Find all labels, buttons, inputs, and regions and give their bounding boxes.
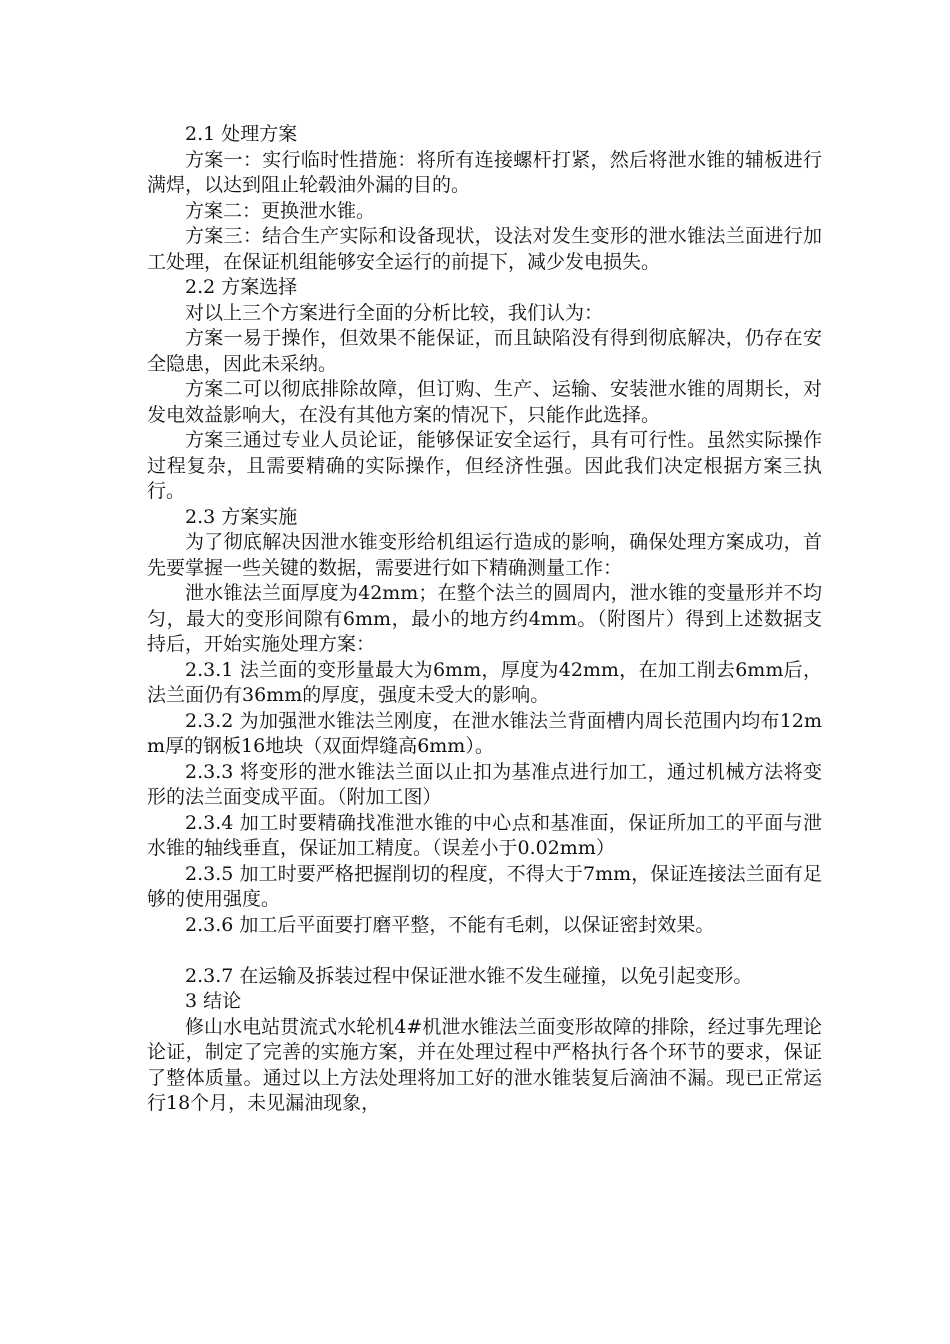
paragraph-step-2-3-4: 2.3.4 加工时要精确找准泄水锥的中心点和基准面，保证所加工的平面与泄水锥的轴线垂直，保证加工精度。（误差小于0.02mm）: [147, 811, 822, 859]
paragraph-plan-2: 方案二：更换泄水锥。: [185, 199, 376, 222]
paragraph-plan-3-evaluation: 方案三通过专业人员论证，能够保证安全运行，具有可行性。虽然实际操作过程复杂，且需要精确的实际操作，但经济性强。因此我们决定根据方案三执行。: [147, 429, 822, 502]
paragraph-implementation-intro: 为了彻底解决因泄水锥变形给机组运行造成的影响，确保处理方案成功，首先要掌握一些关键的数据，需要进行如下精确测量工作：: [147, 531, 822, 579]
paragraph-comparison-intro: 对以上三个方案进行全面的分析比较，我们认为：: [185, 301, 604, 324]
paragraph-measurement-data: 泄水锥法兰面厚度为42mm；在整个法兰的圆周内，泄水锥的变量形并不均匀，最大的变形间隙有6mm，最小的地方约4mm。（附图片）得到上述数据支持后，开始实施处理方案：: [147, 582, 822, 655]
paragraph-plan-2-evaluation: 方案二可以彻底排除故障，但订购、生产、运输、安装泄水锥的周期长，对发电效益影响大，在没有其他方案的情况下，只能作此选择。: [147, 378, 822, 426]
paragraph-step-2-3-1: 2.3.1 法兰面的变形量最大为6mm，厚度为42mm，在加工削去6mm后，法兰面仍有36mm的厚度，强度未受大的影响。: [147, 658, 822, 706]
section-heading-2-2: 2.2 方案选择: [185, 276, 298, 298]
paragraph-step-2-3-5: 2.3.5 加工时要严格把握削切的程度，不得大于7mm，保证连接法兰面有足够的使用强度。: [147, 862, 822, 910]
paragraph-plan-1: 方案一：实行临时性措施：将所有连接螺杆打紧，然后将泄水锥的辅板进行满焊，以达到阻止轮毂油外漏的目的。: [147, 148, 822, 196]
paragraph-step-2-3-3: 2.3.3 将变形的泄水锥法兰面以止扣为基准点进行加工，通过机械方法将变形的法兰面变成平面。（附加工图）: [147, 760, 822, 808]
section-heading-2-1: 2.1 处理方案: [185, 123, 298, 145]
blank-line: [147, 938, 822, 964]
section-heading-3: 3 结论: [185, 990, 242, 1012]
paragraph-step-2-3-2: 2.3.2 为加强泄水锥法兰刚度，在泄水锥法兰背面槽内周长范围内均布12mm厚的钢板16地块（双面焊缝高6mm）。: [147, 709, 822, 757]
section-heading-2-3: 2.3 方案实施: [185, 505, 298, 528]
paragraph-step-2-3-6: 2.3.6 加工后平面要打磨平整，不能有毛刺，以保证密封效果。: [185, 913, 715, 936]
paragraph-plan-1-evaluation: 方案一易于操作，但效果不能保证，而且缺陷没有得到彻底解决，仍存在安全隐患，因此未采纳。: [147, 327, 822, 375]
document-body: [147, 122, 822, 1117]
paragraph-step-2-3-7: 2.3.7 在运输及拆装过程中保证泄水锥不发生碰撞，以免引起变形。: [185, 964, 753, 987]
paragraph-plan-3: 方案三：结合生产实际和设备现状，设法对发生变形的泄水锥法兰面进行加工处理，在保证机组能够安全运行的前提下，减少发电损失。: [147, 225, 822, 273]
paragraph-conclusion: 修山水电站贯流式水轮机4#机泄水锥法兰面变形故障的排除，经过事先理论论证，制定了完善的实施方案，并在处理过程中严格执行各个环节的要求，保证了整体质量。通过以上方法处理将加工好的泄水锥装复后滴油不漏。现已正常运行18个月，未见漏油现象，: [147, 1015, 822, 1114]
